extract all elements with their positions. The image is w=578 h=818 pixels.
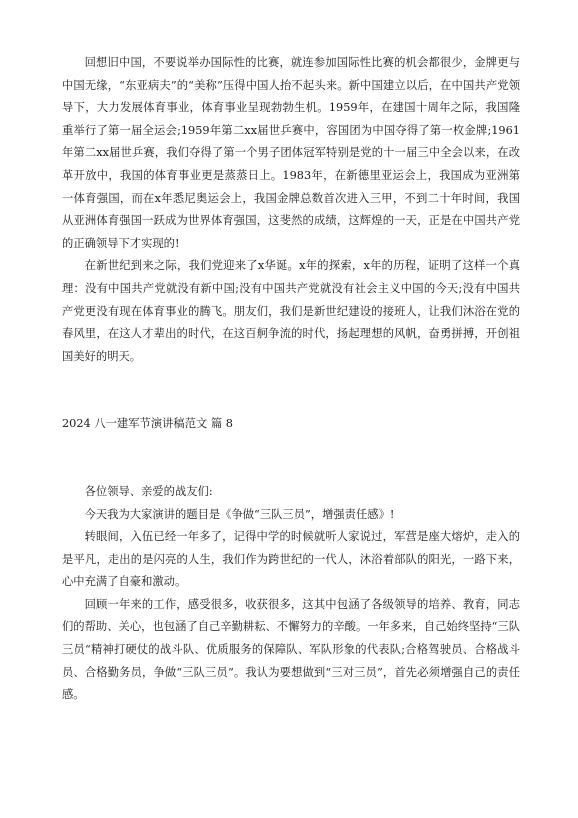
section-spacer (62, 368, 520, 413)
paragraph-topic: 今天我为大家演讲的题目是《争做“三队三员”，增强责任感》! (84, 507, 395, 521)
heading-spacer (62, 436, 520, 481)
paragraph-enlistment: 转眼间，入伍已经一年多了，记得中学的时候就听人家说过，军营是座大熔炉，走入的是平凡，走出的是闪亮的人生，我们作为跨世纪的一代人，沐浴着部队的阳光，一路下来，心中充满了自豪和激动。 (62, 530, 520, 589)
document-page (62, 52, 520, 707)
paragraph-new-century: 在新世纪到来之际，我们党迎来了x华诞。x年的探索，x年的历程，证明了这样一个真理：没有中国共产党就没有新中国;没有中国共产党就没有社会主义中国的今天;没有中国共产党更没有现在体育事业的腾飞。朋友们，我们是新世纪建设的接班人，让我们沐浴在党的春风里，在这人才辈出的时代，在这百舸争流的时代，扬起理想的风帆，奋勇拼搏，开创祖国美好的明天。 (62, 259, 520, 363)
paragraph-history: 回想旧中国，不要说举办国际性的比赛，就连参加国际性比赛的机会都很少，金牌更与中国无缘，“东亚病夫”的“美称”压得中国人抬不起头来。新中国建立以后，在中国共产党领导下，大力发展体育事业，体育事业呈现勃勃生机。1959年，在建国十周年之际，我国隆重举行了第一届全运会;1959年第二xx届世乒赛中，容国团为中国夺得了第一枚金牌;1961年第二xx届世乒赛，我们夺得了第一个男子团体冠军特别是党的十一届三中全会以来，在改革开放中，我国的体育事业更是蒸蒸日上。1983年，在新德里亚运会上，我国成为亚洲第一体育强国，而在x年悉尼奥运会上，我国金牌总数首次进入三甲，不到二十年时间，我国从亚洲体育强国一跃成为世界体育强国，这斐然的成绩，这辉煌的一天，正是在中国共产党的正确领导下才实现的! (62, 56, 520, 250)
paragraph-review: 回顾一年来的工作，感受很多，收获很多，这其中包涵了各级领导的培养、教育，同志们的帮助、关心，也包涵了自己辛勤耕耘、不懈努力的辛酸。一年多来，自己始终坚持“三队三员“精神打硬仗的战斗队、优质服务的保障队、军队形象的代表队;合格驾驶员、合格战斗员、合格勤务员，争做“三队三员”。我认为要想做到“三对三员”，首先必须增强自己的责任感。 (62, 597, 520, 702)
salutation: 各位领导、亲爱的战友们: (84, 484, 213, 498)
section-heading: 2024 八一建军节演讲稿范文 篇 8 (62, 417, 233, 431)
